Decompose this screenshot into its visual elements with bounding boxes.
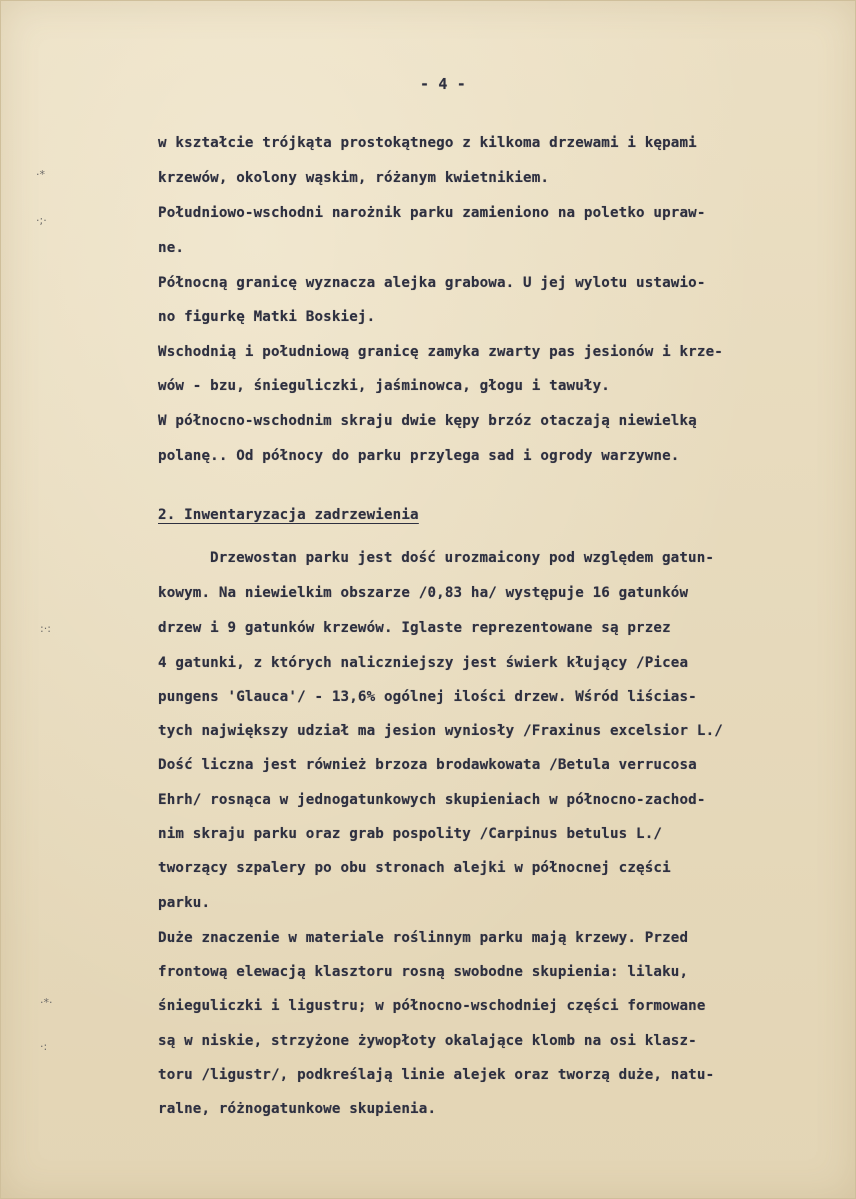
text-line: krzewów, okolony wąskim, różanym kwietnikiem. [158, 170, 550, 186]
text-line: w kształcie trójkąta prostokątnego z kilkoma drzewami i kępami [158, 135, 697, 151]
page-number: - 4 - [420, 75, 466, 93]
text-line: parku. [158, 895, 211, 911]
text-line: śnieguliczki i ligustru; w północno-wschodniej części formowane [158, 998, 706, 1014]
text-line: wów - bzu, śnieguliczki, jaśminowca, głogu i tawuły. [158, 378, 610, 394]
punch-mark: :·: [40, 622, 51, 635]
text-line: Południowo-wschodni narożnik parku zamieniono na poletko upraw- [158, 205, 706, 221]
punch-mark: ·* [36, 168, 45, 181]
text-line: drzew i 9 gatunków krzewów. Iglaste reprezentowane są przez [158, 620, 671, 636]
text-line: ne. [158, 240, 185, 256]
text-line: Wschodnią i południową granicę zamyka zwarty pas jesionów i krze- [158, 344, 723, 360]
text-line: pungens 'Glauca'/ - 13,6% ogólnej ilości drzew. Wśród liścias- [158, 689, 697, 705]
punch-mark: ·*· [40, 996, 53, 1009]
text-line: kowym. Na niewielkim obszarze /0,83 ha/ występuje 16 gatunków [158, 585, 689, 601]
section-heading: 2. Inwentaryzacja zadrzewienia [158, 507, 419, 523]
text-line: tworzący szpalery po obu stronach alejki w północnej części [158, 860, 671, 876]
punch-mark: ·: [40, 1040, 48, 1053]
text-line: ralne, różnogatunkowe skupienia. [158, 1101, 437, 1117]
text-line: Dość liczna jest również brzoza brodawkowata /Betula verrucosa [158, 757, 697, 773]
punch-mark: ·;· [36, 214, 47, 227]
text-line: Północną granicę wyznacza alejka grabowa. U jej wylotu ustawio- [158, 275, 706, 291]
text-line: no figurkę Matki Boskiej. [158, 309, 376, 325]
text-line: polanę.. Od północy do parku przylega sad i ogrody warzywne. [158, 448, 680, 464]
text-line: Duże znaczenie w materiale roślinnym parku mają krzewy. Przed [158, 930, 689, 946]
text-line: Ehrh/ rosnąca w jednogatunkowych skupieniach w północno-zachod- [158, 792, 706, 808]
text-line: frontową elewacją klasztoru rosną swobodne skupienia: lilaku, [158, 964, 689, 980]
text-line: nim skraju parku oraz grab pospolity /Carpinus betulus L./ [158, 826, 663, 842]
text-line: toru /ligustr/, podkreślają linie alejek oraz tworzą duże, natu- [158, 1067, 715, 1083]
text-line: W północno-wschodnim skraju dwie kępy brzóz otaczają niewielką [158, 413, 697, 429]
text-line: są w niskie, strzyżone żywopłoty okalające klomb na osi klasz- [158, 1033, 697, 1049]
text-line: 4 gatunki, z których naliczniejszy jest świerk kłujący /Picea [158, 655, 689, 671]
text-line: Drzewostan parku jest dość urozmaicony pod względem gatun- [210, 550, 715, 566]
text-line: tych największy udział ma jesion wyniosły /Fraxinus excelsior L./ [158, 723, 723, 739]
